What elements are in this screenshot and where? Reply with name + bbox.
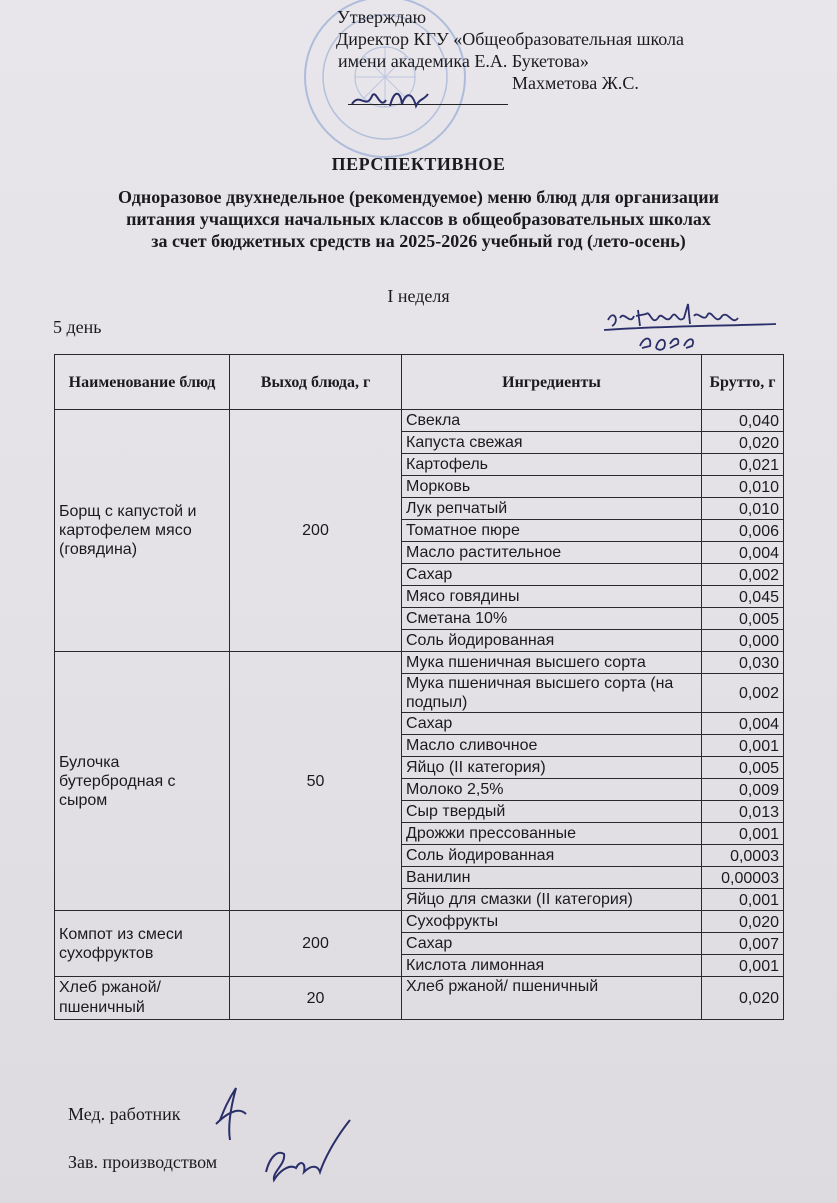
ingredient-name: Сахар [402,564,702,586]
dish-output: 200 [230,410,402,652]
table-row [55,911,784,933]
approval-line-3: имени академика Е.А. Букетова» [338,51,589,71]
approval-line-2: Директор КГУ «Общеобразовательная школа [336,29,685,49]
document-subtitle [0,186,837,252]
ingredient-brutto: 0,004 [702,713,784,735]
day-label: 5 день [53,317,102,337]
ingredient-brutto: 0,001 [702,823,784,845]
ingredient-brutto: 0,002 [702,564,784,586]
ingredient-brutto: 0,007 [702,933,784,955]
subtitle-line-3: за счет бюджетных средств на 2025-2026 учебный год (лето-осень) [151,231,686,251]
dish-name: Хлеб ржаной/ пшеничный [55,977,230,1020]
ingredient-brutto: 0,006 [702,520,784,542]
ingredient-name: Дрожжи прессованные [402,823,702,845]
ingredient-brutto: 0,021 [702,454,784,476]
ingredient-brutto: 0,002 [702,674,784,713]
ingredient-brutto: 0,020 [702,977,784,1020]
ingredient-brutto: 0,001 [702,735,784,757]
ingredient-brutto: 0,00003 [702,867,784,889]
ingredient-name: Мука пшеничная высшего сорта [402,652,702,674]
ingredient-name: Сыр твердый [402,801,702,823]
ingredient-name: Мука пшеничная высшего сорта (на подпыл) [402,674,702,713]
ingredient-brutto: 0,004 [702,542,784,564]
dish-name: Компот из смеси сухофруктов [55,911,230,977]
ingredient-brutto: 0,013 [702,801,784,823]
subtitle-line-2: питания учащихся начальных классов в общеобразовательных школах [126,209,711,229]
ingredient-brutto: 0,005 [702,757,784,779]
ingredient-brutto: 0,020 [702,911,784,933]
header-brutto: Брутто, г [702,355,784,410]
ingredient-brutto: 0,009 [702,779,784,801]
ingredient-brutto: 0,001 [702,955,784,977]
ingredient-name: Капуста свежая [402,432,702,454]
dish-output: 20 [230,977,402,1020]
ingredient-brutto: 0,001 [702,889,784,911]
ingredient-name: Соль йодированная [402,845,702,867]
ingredient-name: Хлеб ржаной/ пшеничный [402,977,702,1020]
production-chief-label: Зав. производством [68,1152,218,1172]
ingredient-name: Сахар [402,933,702,955]
ingredient-brutto: 0,020 [702,432,784,454]
dish-name: Борщ с капустой и картофелем мясо (говядина) [55,410,230,652]
header-ingredients: Ингредиенты [402,355,702,410]
menu-table [54,354,784,1020]
director-name: Махметова Ж.С. [512,73,639,93]
ingredient-brutto: 0,045 [702,586,784,608]
ingredient-name: Сахар [402,713,702,735]
ingredient-name: Картофель [402,454,702,476]
ingredient-name: Масло растительное [402,542,702,564]
ingredient-name: Мясо говядины [402,586,702,608]
ingredient-name: Томатное пюре [402,520,702,542]
ingredient-name: Сметана 10% [402,608,702,630]
ingredient-name: Свекла [402,410,702,432]
director-signature [350,82,430,116]
header-output: Выход блюда, г [230,355,402,410]
ingredient-name: Яйцо для смазки (II категория) [402,889,702,911]
approval-block [334,6,794,94]
ingredient-brutto: 0,010 [702,476,784,498]
med-worker-label: Мед. работник [68,1104,181,1124]
ingredient-brutto: 0,030 [702,652,784,674]
ingredient-brutto: 0,005 [702,608,784,630]
handwritten-date [600,296,780,352]
ingredient-name: Соль йодированная [402,630,702,652]
table-header-row [55,355,784,410]
ingredient-name: Кислота лимонная [402,955,702,977]
ingredient-name: Морковь [402,476,702,498]
ingredient-brutto: 0,010 [702,498,784,520]
ingredient-name: Ванилин [402,867,702,889]
week-label: I неделя [387,286,450,306]
ingredient-name: Масло сливочное [402,735,702,757]
ingredient-brutto: 0,000 [702,630,784,652]
ingredient-name: Молоко 2,5% [402,779,702,801]
dish-output: 50 [230,652,402,911]
approval-line-1: Утверждаю [337,7,427,27]
ingredient-brutto: 0,0003 [702,845,784,867]
footer-signatures [200,1080,360,1198]
dish-output: 200 [230,911,402,977]
table-row [55,652,784,674]
header-dish: Наименование блюд [55,355,230,410]
ingredient-name: Сухофрукты [402,911,702,933]
ingredient-brutto: 0,040 [702,410,784,432]
table-row [55,410,784,432]
ingredient-name: Лук репчатый [402,498,702,520]
dish-name: Булочка бутербродная с сыром [55,652,230,911]
table-row [55,977,784,1020]
ingredient-name: Яйцо (II категория) [402,757,702,779]
subtitle-line-1: Одноразовое двухнедельное (рекомендуемое) меню блюд для организации [118,187,719,207]
document-title: ПЕРСПЕКТИВНОЕ [331,154,506,174]
